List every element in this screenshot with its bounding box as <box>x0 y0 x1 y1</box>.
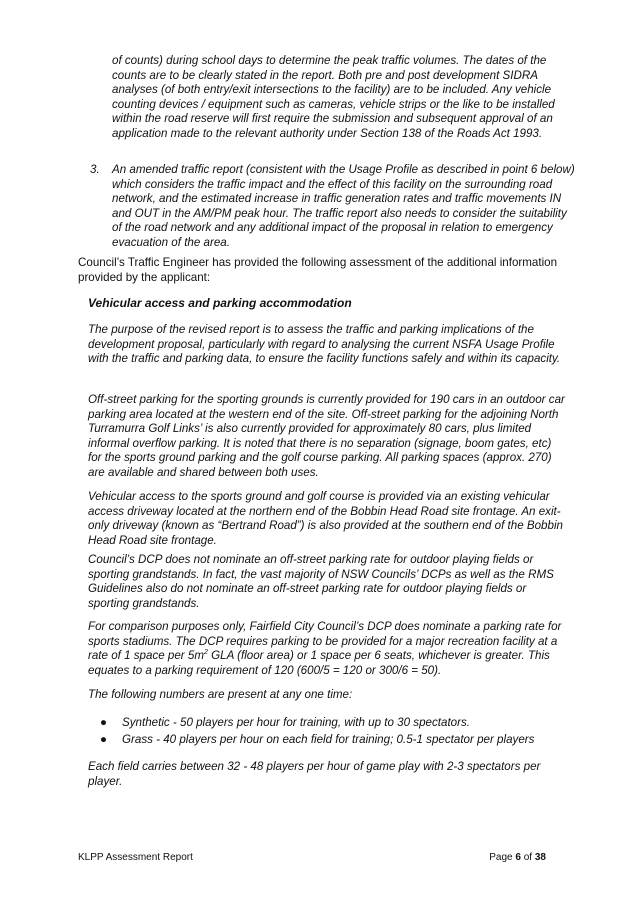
page-label: Page <box>489 852 513 863</box>
bullet-synthetic <box>100 716 570 731</box>
bullet-text: Grass - 40 players per hour on each field for training; 0.5-1 spectator per players <box>122 733 535 746</box>
numbered-item-3 <box>90 163 575 251</box>
item-number: 3. <box>90 163 100 176</box>
vehicular-access-paragraph: Vehicular access to the sports ground and golf course is provided via an existing vehicular access driveway located at the northern end of the Bobbin Head Road site frontage. An exit-only driveway (known as “Bertrand Road”) is also provided at the southern end of the Bobbin Head Road site frontage. <box>88 490 563 547</box>
bullet-text: Synthetic - 50 players per hour for training, with up to 30 spectators. <box>122 716 470 729</box>
footer-page-number <box>489 852 546 864</box>
comparison-text-after: GLA (floor area) or 1 space per 6 seats, whichever is greater. This equates to a parking requirement of 120 (600/5 = 120 or 300/6 = 50). <box>88 649 550 677</box>
bullet-dot-icon: ● <box>100 733 108 746</box>
comparison-text-before: For comparison purposes only, Fairfield City Council’s DCP does nominate a parking rate for sports stadiums. The DCP requires parking to be provided for a major recreation facility at a rate of 1 space per 5m <box>88 620 562 663</box>
footer-report-title: KLPP Assessment Report <box>78 852 193 863</box>
continuation-paragraph: of counts) during school days to determine the peak traffic volumes. The dates of the counts are to be clearly stated in the report. Both pre and post development SIDRA analyses (of both entry/exit intersections to the facility) are to be included. Any vehicle counting devices / equipment such as cameras, vehicle strips or the like to be installed within the road reserve will first require the submission and subsequent approval of an application made to the relevant authority under Section 138 of the Roads Act 1993. <box>112 54 555 140</box>
total-pages: 38 <box>534 852 546 863</box>
numbers-intro: The following numbers are present at any one time: <box>88 688 353 701</box>
item-text: An amended traffic report (consistent with the Usage Profile as described in point 6 below) which considers the traffic impact and the effect of this facility on the surrounding road network, and the estimated increase in traffic generation rates and traffic movements IN and OUT in the AM/PM peak hour. The traffic report also needs to consider the suitability of the road network and any additional impact of the proposal in relation to emergency evacuation of the area. <box>112 163 575 249</box>
bullet-grass <box>100 733 570 748</box>
bullet-dot-icon: ● <box>100 716 108 729</box>
comparison-paragraph <box>88 620 568 678</box>
closing-paragraph: Each field carries between 32 - 48 players per hour of game play with 2-3 spectators per player. <box>88 760 541 788</box>
purpose-paragraph: The purpose of the revised report is to assess the traffic and parking implications of the development proposal, particularly with regard to analysing the current NSFA Usage Profile with the traffic and parking data, to ensure the facility functions safely and within its capacity. <box>88 323 561 366</box>
of-label: of <box>523 852 533 863</box>
current-page: 6 <box>515 852 521 863</box>
intro-paragraph: Council’s Traffic Engineer has provided the following assessment of the additional information provided by the applicant: <box>78 256 558 284</box>
dcp-paragraph: Council’s DCP does not nominate an off-street parking rate for outdoor playing fields or sporting grandstands. In fact, the vast majority of NSW Councils’ DCPs as well as the RMS Guidelines also do not nominate an off-street parking rate for outdoor playing fields or sporting grandstands. <box>88 553 554 610</box>
superscript-2: 2 <box>204 649 208 657</box>
section-heading: Vehicular access and parking accommodation <box>88 296 352 310</box>
offstreet-parking-paragraph: Off-street parking for the sporting grounds is currently provided for 190 cars in an outdoor car parking area located at the western end of the site. Off-street parking for the adjoining North Turramurra Golf Links’ is also currently provided for approximately 80 cars, plus limited informal overflow parking. It is noted that there is no separation (signage, boom gates, etc) for the sports ground parking and the golf course parking. All parking spaces (approx. 270) are available and shared between both uses. <box>88 393 565 479</box>
